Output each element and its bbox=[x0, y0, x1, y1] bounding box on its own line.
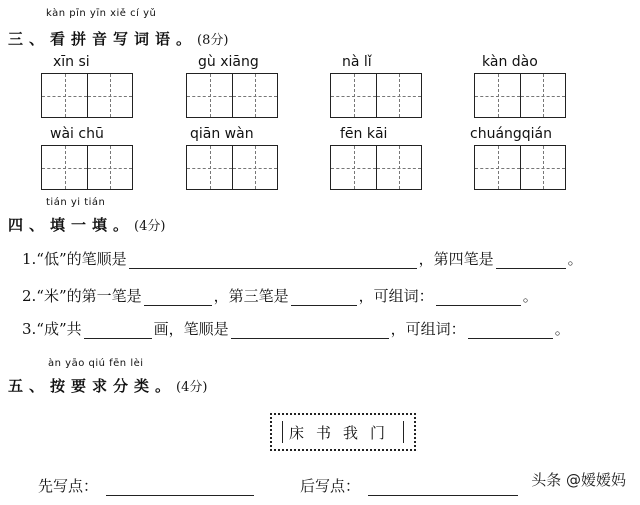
tianzi-cell bbox=[520, 74, 565, 117]
tianzi-cell bbox=[475, 74, 520, 117]
q2-text-c: ，可组词： bbox=[358, 287, 434, 305]
word-7-boxes bbox=[330, 145, 422, 190]
later-dot-blank[interactable] bbox=[368, 479, 518, 496]
s5-title bbox=[8, 375, 207, 396]
tianzi-cell bbox=[232, 74, 277, 117]
tianzi-cell bbox=[42, 146, 87, 189]
q1-blank-stroke-order[interactable] bbox=[129, 252, 417, 269]
word-6-pinyin: qiān wàn bbox=[190, 126, 254, 142]
word-8-boxes bbox=[474, 145, 566, 190]
word-5-pinyin: wài chū bbox=[50, 126, 104, 142]
tianzi-cell bbox=[331, 74, 376, 117]
q1-text-c: 。 bbox=[567, 250, 583, 268]
character-list: 床书我门 bbox=[288, 423, 397, 442]
watermark: 头条 @嫒嫒妈 bbox=[531, 471, 626, 489]
q3-text-c: ，可组词： bbox=[390, 320, 466, 338]
word-2-boxes bbox=[186, 73, 278, 118]
word-2-pinyin: gù xiāng bbox=[198, 54, 259, 70]
later-dot-label: 后写点： bbox=[300, 477, 361, 495]
tianzi-cell bbox=[42, 74, 87, 117]
tianzi-cell bbox=[87, 146, 132, 189]
tianzi-cell bbox=[520, 146, 565, 189]
question-3 bbox=[22, 318, 570, 339]
tianzi-cell bbox=[87, 74, 132, 117]
question-1 bbox=[22, 248, 583, 269]
s4-title-text: 四、填一填。 bbox=[8, 216, 135, 234]
word-5-boxes bbox=[41, 145, 133, 190]
q2-text-d: 。 bbox=[522, 287, 538, 305]
tianzi-cell bbox=[475, 146, 520, 189]
s5-title-text: 五、按要求分类。 bbox=[8, 377, 177, 395]
first-dot-label: 先写点： bbox=[38, 477, 99, 495]
word-1-boxes bbox=[41, 73, 133, 118]
q3-text-d: 。 bbox=[554, 320, 570, 338]
s5-pinyin: àn yāo qiú fēn lèi bbox=[48, 358, 144, 369]
character-box bbox=[270, 413, 416, 451]
s4-points: (4分) bbox=[134, 219, 166, 234]
q3-blank-stroke-count[interactable] bbox=[84, 322, 152, 339]
tianzi-cell bbox=[187, 146, 232, 189]
word-4-pinyin: kàn dào bbox=[482, 54, 538, 70]
first-dot-blank[interactable] bbox=[106, 479, 254, 496]
q2-blank-first-stroke[interactable] bbox=[144, 289, 212, 306]
s3-title bbox=[8, 28, 228, 49]
q1-blank-fourth-stroke[interactable] bbox=[496, 252, 566, 269]
s5-points: (4分) bbox=[176, 380, 208, 395]
word-3-pinyin: nà lǐ bbox=[342, 54, 372, 70]
tianzi-cell bbox=[331, 146, 376, 189]
q2-blank-third-stroke[interactable] bbox=[291, 289, 357, 306]
word-8-pinyin: chuángqián bbox=[470, 126, 553, 142]
s3-pinyin: kàn pīn yīn xiě cí yǔ bbox=[46, 8, 157, 19]
tianzi-cell bbox=[376, 146, 421, 189]
q3-text-b: 画，笔顺是 bbox=[153, 320, 229, 338]
question-2 bbox=[22, 285, 538, 306]
first-dot-row bbox=[38, 475, 256, 496]
word-4-boxes bbox=[474, 73, 566, 118]
tianzi-cell bbox=[187, 74, 232, 117]
tianzi-cell bbox=[376, 74, 421, 117]
word-1-pinyin: xīn si bbox=[53, 54, 90, 70]
s3-title-text: 三、看拼音写词语。 bbox=[8, 30, 198, 48]
q3-blank-word[interactable] bbox=[468, 322, 553, 339]
s4-title bbox=[8, 214, 165, 235]
q2-blank-word[interactable] bbox=[436, 289, 521, 306]
q1-text-b: ，第四笔是 bbox=[418, 250, 494, 268]
s3-points: (8分) bbox=[197, 33, 229, 48]
word-3-boxes bbox=[330, 73, 422, 118]
tianzi-cell bbox=[232, 146, 277, 189]
word-6-boxes bbox=[186, 145, 278, 190]
q2-text-a: 2.“米”的第一笔是 bbox=[22, 287, 142, 305]
word-7-pinyin: fēn kāi bbox=[340, 126, 388, 142]
q1-text-a: 1.“低”的笔顺是 bbox=[22, 250, 127, 268]
q3-text-a: 3.“成”共 bbox=[22, 320, 82, 338]
s4-pinyin: tián yi tián bbox=[46, 197, 106, 208]
q2-text-b: ，第三笔是 bbox=[213, 287, 289, 305]
later-dot-row bbox=[300, 475, 520, 496]
character-box-inner bbox=[282, 421, 404, 443]
q3-blank-stroke-order[interactable] bbox=[231, 322, 389, 339]
